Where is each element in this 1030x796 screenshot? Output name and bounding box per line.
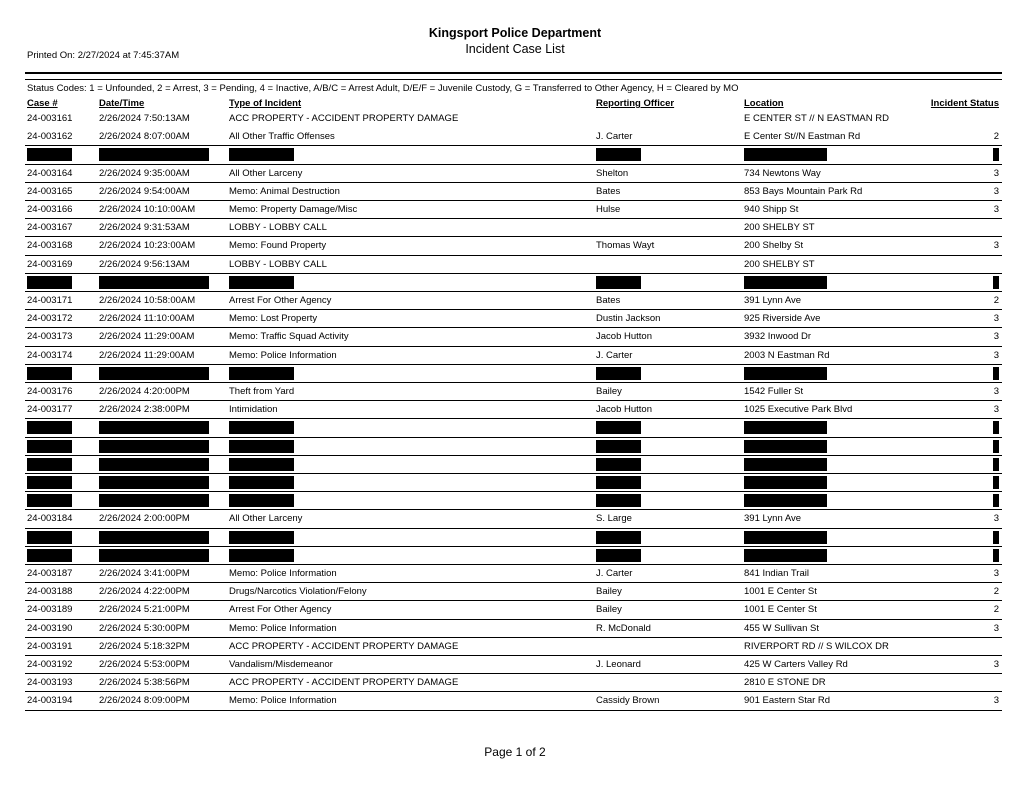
date-time: 2/26/2024 5:18:32PM xyxy=(99,640,190,652)
table-row xyxy=(25,328,1002,346)
redaction-bar xyxy=(744,494,827,507)
date-time: 2/26/2024 9:56:13AM xyxy=(99,258,190,270)
table-row xyxy=(25,128,1002,146)
incident-type: ACC PROPERTY - ACCIDENT PROPERTY DAMAGE xyxy=(229,677,459,689)
incident-status: 3 xyxy=(993,349,999,361)
case-number: 24-003165 xyxy=(27,185,73,197)
redaction-bar xyxy=(744,531,827,544)
date-time: 2/26/2024 11:29:00AM xyxy=(99,331,195,343)
location: 1001 E Center St xyxy=(744,586,817,598)
redaction-bar xyxy=(744,367,827,380)
incident-type: Memo: Traffic Squad Activity xyxy=(229,331,349,343)
redaction-bar xyxy=(596,531,641,544)
redaction-bar xyxy=(27,476,72,489)
redaction-bar xyxy=(229,148,294,161)
reporting-officer: Bailey xyxy=(596,586,622,598)
redaction-bar xyxy=(229,494,294,507)
reporting-officer: Hulse xyxy=(596,204,621,215)
case-number: 24-003176 xyxy=(27,386,73,397)
column-header-type: Type of Incident xyxy=(229,98,302,109)
location: 200 SHELBY ST xyxy=(744,222,815,234)
redaction-bar xyxy=(229,276,294,289)
redaction-bar xyxy=(229,531,294,544)
table-row xyxy=(25,656,1002,674)
incident-status: 3 xyxy=(993,240,999,252)
redacted-row xyxy=(25,547,1002,565)
date-time: 2/26/2024 8:09:00PM xyxy=(99,695,190,707)
redacted-row xyxy=(25,456,1002,474)
redaction-bar xyxy=(99,421,209,434)
redaction-bar xyxy=(744,148,827,161)
date-time: 2/26/2024 9:31:53AM xyxy=(99,222,190,234)
redaction-bar xyxy=(99,440,209,453)
incident-status: 3 xyxy=(993,659,999,670)
incident-type: Memo: Police Information xyxy=(229,349,337,361)
redaction-bar xyxy=(229,476,294,489)
incident-type: Theft from Yard xyxy=(229,386,295,397)
report-title: Kingsport Police Department xyxy=(428,26,602,40)
date-time: 2/26/2024 4:22:00PM xyxy=(99,586,190,598)
case-number: 24-003191 xyxy=(27,640,73,652)
location: 2003 N Eastman Rd xyxy=(744,349,830,361)
date-time: 2/26/2024 5:38:56PM xyxy=(99,677,190,689)
case-number: 24-003194 xyxy=(27,695,73,707)
table-row xyxy=(25,201,1002,219)
location: E Center St//N Eastman Rd xyxy=(744,131,861,143)
report-subtitle: Incident Case List xyxy=(465,42,565,56)
date-time: 2/26/2024 11:29:00AM xyxy=(99,349,195,361)
redaction-bar xyxy=(99,549,209,562)
redaction-bar xyxy=(744,276,827,289)
table-row xyxy=(25,510,1002,528)
redacted-row xyxy=(25,438,1002,456)
case-number: 24-003166 xyxy=(27,204,73,215)
table-row xyxy=(25,165,1002,183)
incident-type: Drugs/Narcotics Violation/Felony xyxy=(229,586,367,598)
table-row xyxy=(25,638,1002,656)
redaction-bar xyxy=(596,421,641,434)
table-row xyxy=(25,256,1002,274)
redaction-bar xyxy=(596,549,641,562)
reporting-officer: Shelton xyxy=(596,167,629,179)
location: 940 Shipp St xyxy=(744,204,799,215)
redaction-bar xyxy=(993,421,999,434)
redaction-bar xyxy=(993,531,999,544)
case-number: 24-003164 xyxy=(27,167,73,179)
header-divider xyxy=(25,72,1002,74)
date-time: 2/26/2024 5:21:00PM xyxy=(99,604,190,616)
date-time: 2/26/2024 8:07:00AM xyxy=(99,131,190,143)
redaction-bar xyxy=(229,549,294,562)
incident-type: All Other Larceny xyxy=(229,513,303,525)
redaction-bar xyxy=(993,367,999,380)
column-header-location: Location xyxy=(744,98,784,109)
incident-status: 3 xyxy=(993,167,999,179)
reporting-officer: Bates xyxy=(596,295,621,306)
case-number: 24-003174 xyxy=(27,349,73,361)
case-number: 24-003167 xyxy=(27,222,73,234)
redaction-bar xyxy=(99,476,209,489)
incident-status: 3 xyxy=(993,204,999,215)
date-time: 2/26/2024 9:54:00AM xyxy=(99,185,190,197)
incident-type: All Other Larceny xyxy=(229,167,303,179)
case-number: 24-003192 xyxy=(27,659,73,670)
column-header-status: Incident Status xyxy=(930,98,999,109)
redaction-bar xyxy=(596,476,641,489)
page-number: Page 1 of 2 xyxy=(484,745,546,759)
redaction-bar xyxy=(229,458,294,471)
location: 1542 Fuller St xyxy=(744,386,804,397)
status-codes-legend: Status Codes: 1 = Unfounded, 2 = Arrest, 3 = Pending, 4 = Inactive, A/B/C = Arrest Adult, D/E/F = Juvenile Custody, G = Transferred to Other Agency, H = Cleared by MO xyxy=(27,83,739,94)
redaction-bar xyxy=(993,276,999,289)
table-row xyxy=(25,183,1002,201)
redaction-bar xyxy=(27,367,72,380)
location: 901 Eastern Star Rd xyxy=(744,695,831,707)
redaction-bar xyxy=(596,276,641,289)
incident-type: Memo: Animal Destruction xyxy=(229,185,340,197)
location: 841 Indian Trail xyxy=(744,568,809,579)
table-row xyxy=(25,583,1002,601)
redaction-bar xyxy=(27,458,72,471)
redaction-bar xyxy=(744,458,827,471)
incident-status: 2 xyxy=(993,586,999,598)
date-time: 2/26/2024 5:30:00PM xyxy=(99,622,190,634)
date-time: 2/26/2024 10:23:00AM xyxy=(99,240,196,252)
incident-status: 2 xyxy=(993,131,999,143)
incident-status: 3 xyxy=(993,185,999,197)
table-row xyxy=(25,401,1002,419)
location: RIVERPORT RD // S WILCOX DR xyxy=(744,640,889,652)
date-time: 2/26/2024 7:50:13AM xyxy=(99,113,190,124)
case-number: 24-003171 xyxy=(27,295,73,306)
redaction-bar xyxy=(993,476,999,489)
redaction-bar xyxy=(744,440,827,453)
redaction-bar xyxy=(744,549,827,562)
location: 853 Bays Mountain Park Rd xyxy=(744,185,863,197)
reporting-officer: R. McDonald xyxy=(596,622,651,634)
case-number: 24-003187 xyxy=(27,568,73,579)
table-row xyxy=(25,347,1002,365)
table-row xyxy=(25,565,1002,583)
incident-type: Memo: Lost Property xyxy=(229,313,318,325)
printed-on: Printed On: 2/27/2024 at 7:45:37AM xyxy=(27,50,180,61)
redaction-bar xyxy=(99,276,209,289)
incident-type: LOBBY - LOBBY CALL xyxy=(229,222,327,234)
redaction-bar xyxy=(27,494,72,507)
redacted-row xyxy=(25,146,1002,164)
redaction-bar xyxy=(27,421,72,434)
incident-type: ACC PROPERTY - ACCIDENT PROPERTY DAMAGE xyxy=(229,640,459,652)
redaction-bar xyxy=(229,440,294,453)
column-header-date: Date/Time xyxy=(99,98,145,109)
case-number: 24-003172 xyxy=(27,313,73,325)
reporting-officer: J. Carter xyxy=(596,349,633,361)
redacted-row xyxy=(25,492,1002,510)
case-number: 24-003162 xyxy=(27,131,73,143)
incident-status: 3 xyxy=(993,695,999,707)
table-row xyxy=(25,310,1002,328)
table-row xyxy=(25,219,1002,237)
reporting-officer: Jacob Hutton xyxy=(596,404,652,416)
case-number: 24-003184 xyxy=(27,513,73,525)
table-row xyxy=(25,292,1002,310)
redaction-bar xyxy=(744,421,827,434)
incident-type: Memo: Police Information xyxy=(229,622,337,634)
redaction-bar xyxy=(596,148,641,161)
incident-status: 3 xyxy=(993,622,999,634)
incident-type: Vandalism/Misdemeanor xyxy=(229,659,333,670)
incident-status: 3 xyxy=(993,568,999,579)
redacted-row xyxy=(25,529,1002,547)
redaction-bar xyxy=(27,440,72,453)
redaction-bar xyxy=(993,440,999,453)
date-time: 2/26/2024 11:10:00AM xyxy=(99,313,195,325)
location: 1025 Executive Park Blvd xyxy=(744,404,853,416)
incident-status: 2 xyxy=(993,604,999,616)
redaction-bar xyxy=(27,549,72,562)
case-number: 24-003169 xyxy=(27,258,73,270)
incident-type: Memo: Police Information xyxy=(229,568,337,579)
redaction-bar xyxy=(744,476,827,489)
incident-type: Arrest For Other Agency xyxy=(229,295,332,306)
redacted-row xyxy=(25,474,1002,492)
redaction-bar xyxy=(596,367,641,380)
incident-status: 3 xyxy=(993,513,999,525)
redaction-bar xyxy=(596,440,641,453)
header-divider-thin xyxy=(25,79,1002,80)
redaction-bar xyxy=(229,367,294,380)
location: 391 Lynn Ave xyxy=(744,513,802,525)
incident-type: Memo: Property Damage/Misc xyxy=(229,204,358,215)
reporting-officer: Bailey xyxy=(596,386,622,397)
case-number: 24-003190 xyxy=(27,622,73,634)
redaction-bar xyxy=(27,531,72,544)
table-row xyxy=(25,110,1002,128)
incident-status: 3 xyxy=(993,404,999,416)
case-number: 24-003177 xyxy=(27,404,73,416)
reporting-officer: Dustin Jackson xyxy=(596,313,661,325)
reporting-officer: J. Carter xyxy=(596,131,633,143)
redaction-bar xyxy=(99,148,209,161)
date-time: 2/26/2024 4:20:00PM xyxy=(99,386,190,397)
location: 734 Newtons Way xyxy=(744,167,821,179)
table-row xyxy=(25,674,1002,692)
location: 1001 E Center St xyxy=(744,604,817,616)
table-row xyxy=(25,692,1002,710)
case-number: 24-003168 xyxy=(27,240,73,252)
table-row xyxy=(25,601,1002,619)
reporting-officer: Bailey xyxy=(596,604,622,616)
case-number: 24-003188 xyxy=(27,586,73,598)
redacted-row xyxy=(25,365,1002,383)
incident-status: 2 xyxy=(993,295,999,306)
incident-type: Memo: Police Information xyxy=(229,695,337,707)
row-divider xyxy=(25,710,1002,711)
case-number: 24-003193 xyxy=(27,677,73,689)
reporting-officer: Bates xyxy=(596,185,621,197)
reporting-officer: Cassidy Brown xyxy=(596,695,660,707)
column-header-case: Case # xyxy=(27,98,58,109)
location: 200 SHELBY ST xyxy=(744,258,815,270)
redaction-bar xyxy=(99,458,209,471)
reporting-officer: S. Large xyxy=(596,513,632,525)
incident-type: Intimidation xyxy=(229,404,278,416)
redaction-bar xyxy=(27,148,72,161)
redaction-bar xyxy=(993,458,999,471)
location: 200 Shelby St xyxy=(744,240,804,252)
location: 391 Lynn Ave xyxy=(744,295,802,306)
incident-type: All Other Traffic Offenses xyxy=(229,131,335,143)
location: 455 W Sullivan St xyxy=(744,622,819,634)
table-row xyxy=(25,383,1002,401)
reporting-officer: J. Carter xyxy=(596,568,633,579)
date-time: 2/26/2024 10:58:00AM xyxy=(99,295,196,306)
reporting-officer: J. Leonard xyxy=(596,659,641,670)
location: 925 Riverside Ave xyxy=(744,313,821,325)
redacted-row xyxy=(25,274,1002,292)
date-time: 2/26/2024 5:53:00PM xyxy=(99,659,190,670)
redaction-bar xyxy=(993,549,999,562)
redaction-bar xyxy=(99,531,209,544)
location: E CENTER ST // N EASTMAN RD xyxy=(744,113,889,124)
reporting-officer: Thomas Wayt xyxy=(596,240,655,252)
case-number: 24-003161 xyxy=(27,113,73,124)
location: 3932 Inwood Dr xyxy=(744,331,812,343)
location: 2810 E STONE DR xyxy=(744,677,826,689)
incident-type: Memo: Found Property xyxy=(229,240,327,252)
redaction-bar xyxy=(99,494,209,507)
incident-type: Arrest For Other Agency xyxy=(229,604,332,616)
location: 425 W Carters Valley Rd xyxy=(744,659,848,670)
incident-status: 3 xyxy=(993,313,999,325)
date-time: 2/26/2024 2:00:00PM xyxy=(99,513,190,525)
reporting-officer: Jacob Hutton xyxy=(596,331,652,343)
redaction-bar xyxy=(993,494,999,507)
redaction-bar xyxy=(596,494,641,507)
redaction-bar xyxy=(99,367,209,380)
redaction-bar xyxy=(993,148,999,161)
redacted-row xyxy=(25,419,1002,437)
column-header-officer: Reporting Officer xyxy=(596,98,675,109)
date-time: 2/26/2024 3:41:00PM xyxy=(99,568,190,579)
incident-type: ACC PROPERTY - ACCIDENT PROPERTY DAMAGE xyxy=(229,113,459,124)
table-row xyxy=(25,620,1002,638)
case-number: 24-003173 xyxy=(27,331,73,343)
table-row xyxy=(25,237,1002,255)
date-time: 2/26/2024 9:35:00AM xyxy=(99,167,190,179)
date-time: 2/26/2024 10:10:00AM xyxy=(99,204,196,215)
date-time: 2/26/2024 2:38:00PM xyxy=(99,404,190,416)
redaction-bar xyxy=(229,421,294,434)
incident-status: 3 xyxy=(993,331,999,343)
incident-type: LOBBY - LOBBY CALL xyxy=(229,258,327,270)
incident-status: 3 xyxy=(993,386,999,397)
redaction-bar xyxy=(27,276,72,289)
redaction-bar xyxy=(596,458,641,471)
case-number: 24-003189 xyxy=(27,604,73,616)
